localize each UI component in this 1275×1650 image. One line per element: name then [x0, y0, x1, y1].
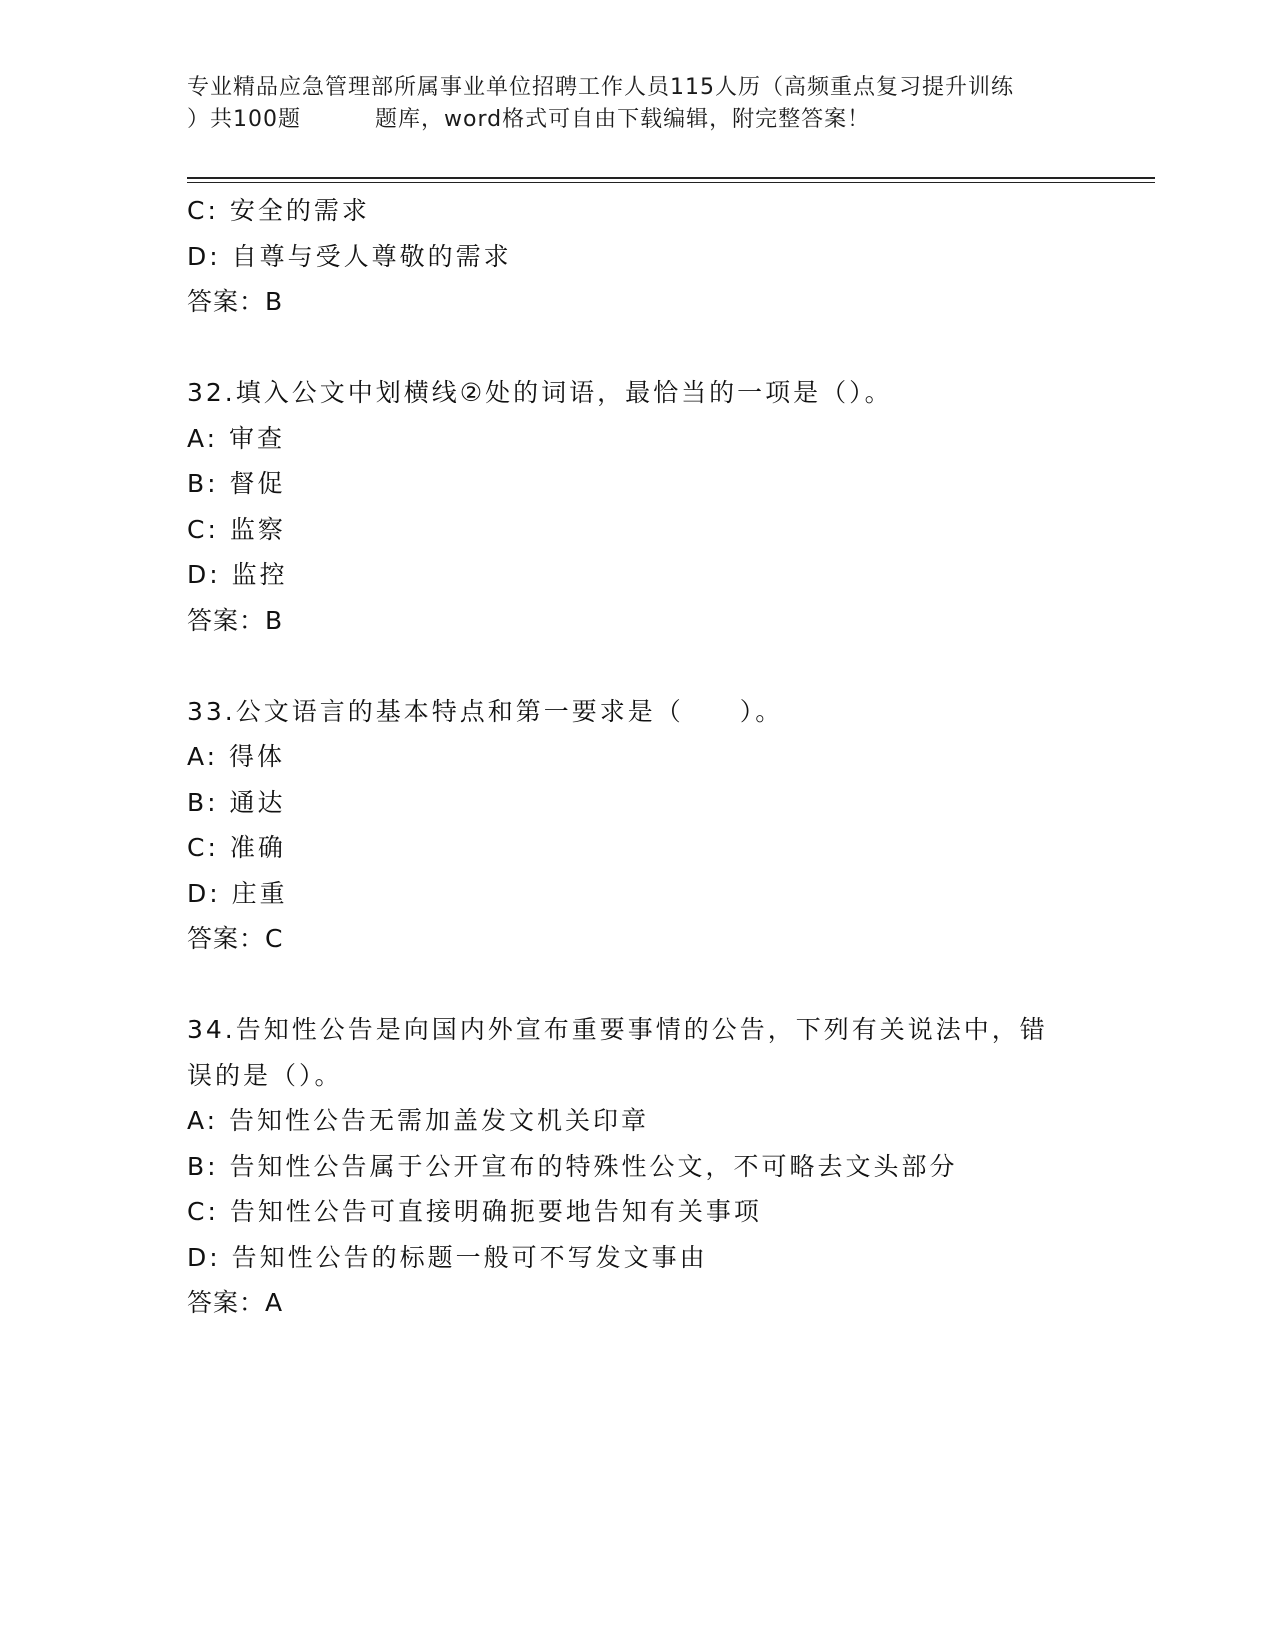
- header-divider-thick: [187, 177, 1155, 179]
- option-a: A: 审查: [187, 423, 286, 453]
- option-c: C: 告知性公告可直接明确扼要地告知有关事项: [187, 1197, 762, 1226]
- answer-line: 答案：B: [187, 287, 284, 316]
- option-d: D: 告知性公告的标题一般可不写发文事由: [187, 1242, 708, 1272]
- option-a: A: 得体: [187, 742, 286, 771]
- option-c: C: 准确: [187, 833, 286, 862]
- option-d: D: 监控: [187, 560, 288, 589]
- header-download-note: 题库，word格式可自由下载编辑，附完整答案！: [375, 107, 871, 132]
- header-title-line-1: 专业精品应急管理部所属事业单位招聘工作人员115人历（高频重点复习提升训练: [187, 75, 1014, 100]
- question-33: [187, 689, 1087, 962]
- option-d: D: 自尊与受人尊敬的需求: [187, 241, 512, 271]
- option-b: B: 督促: [187, 469, 286, 498]
- option-c: C: 安全的需求: [187, 196, 370, 225]
- page-header: [187, 72, 1087, 136]
- answer-line: 答案：B: [187, 605, 284, 635]
- answer-line: 答案：C: [187, 924, 284, 953]
- option-c: C: 监察: [187, 514, 286, 544]
- header-question-count: ）共100题: [187, 107, 301, 132]
- document-body: [187, 188, 1087, 1326]
- question-stem: 34.告知性公告是向国内外宣布重要事情的公告，下列有关说法中，错误的是（）。: [187, 1015, 1048, 1090]
- answer-line: 答案：A: [187, 1288, 284, 1317]
- prev-question-tail: [187, 188, 1087, 325]
- question-32: [187, 370, 1087, 643]
- header-divider-thin: [187, 182, 1155, 183]
- option-d: D: 庄重: [187, 878, 288, 908]
- question-stem: 33.公文语言的基本特点和第一要求是（ ）。: [187, 696, 784, 726]
- question-stem: 32.填入公文中划横线②处的词语，最恰当的一项是（）。: [187, 378, 893, 407]
- option-a: A: 告知性公告无需加盖发文机关印章: [187, 1106, 650, 1135]
- question-34: [187, 1007, 1087, 1326]
- header-title-line-2: [187, 104, 1087, 136]
- option-b: B: 通达: [187, 787, 286, 817]
- option-b: B: 告知性公告属于公开宣布的特殊性公文，不可略去文头部分: [187, 1151, 958, 1181]
